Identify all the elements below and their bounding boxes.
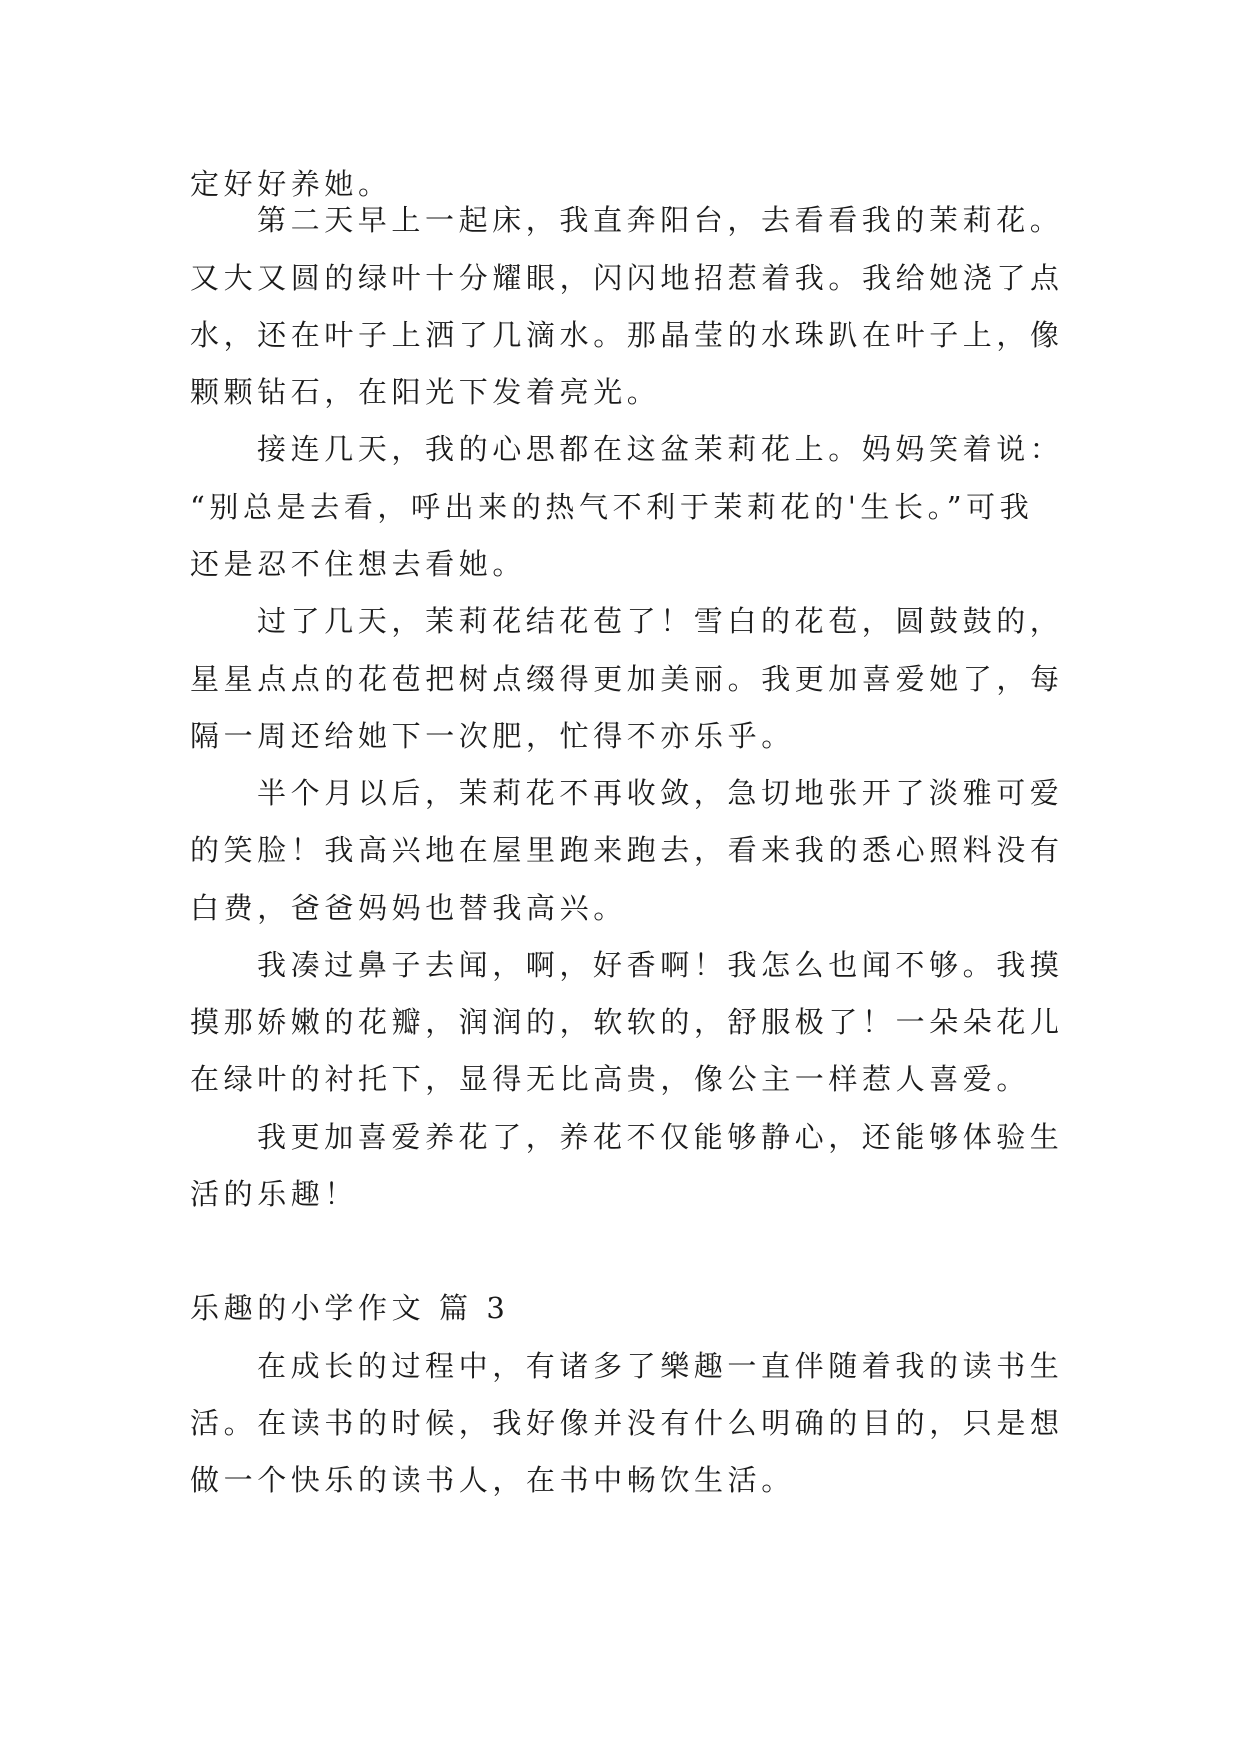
paragraph-line: 又大又圆的绿叶十分耀眼，闪闪地招惹着我。我给她浇了点 (190, 261, 1064, 295)
paragraph-line: 接连几天，我的心思都在这盆茉莉花上。妈妈笑着说： (257, 432, 1064, 466)
paragraph-line: “别总是去看，呼出来的热气不利于茉莉花的'生长。”可我 (190, 490, 1034, 524)
paragraph-line: 定好好养她。 (190, 167, 392, 201)
paragraph-line: 在成长的过程中，有诸多了樂趣一直伴随着我的读书生 (257, 1349, 1064, 1383)
paragraph-line: 第二天早上一起床，我直奔阳台，去看看我的茉莉花。 (257, 203, 1064, 237)
paragraph-line: 我凑过鼻子去闻，啊，好香啊！我怎么也闻不够。我摸 (257, 948, 1064, 982)
paragraph-line: 还是忍不住想去看她。 (190, 547, 527, 581)
paragraph-line: 活。在读书的时候，我好像并没有什么明确的目的，只是想 (190, 1406, 1064, 1440)
paragraph-line: 过了几天，茉莉花结花苞了！雪白的花苞，圆鼓鼓的， (257, 604, 1064, 638)
paragraph-line: 隔一周还给她下一次肥，忙得不亦乐乎。 (190, 719, 795, 753)
paragraph-line: 摸那娇嫩的花瓣，润润的，软软的，舒服极了！一朵朵花儿 (190, 1005, 1064, 1039)
paragraph-line: 颗颗钻石，在阳光下发着亮光。 (190, 375, 661, 409)
paragraph-line: 的笑脸！我高兴地在屋里跑来跑去，看来我的悉心照料没有 (190, 833, 1064, 867)
paragraph-line: 做一个快乐的读书人，在书中畅饮生活。 (190, 1463, 795, 1497)
paragraph-line: 活的乐趣！ (190, 1177, 359, 1211)
paragraph-line: 在绿叶的衬托下，显得无比高贵，像公主一样惹人喜爱。 (190, 1062, 1031, 1096)
paragraph-line: 半个月以后，茉莉花不再收敛，急切地张开了淡雅可爱 (257, 776, 1064, 810)
paragraph-line: 我更加喜爱养花了，养花不仅能够静心，还能够体验生 (257, 1120, 1064, 1154)
paragraph-line: 水，还在叶子上洒了几滴水。那晶莹的水珠趴在叶子上，像 (190, 318, 1064, 352)
paragraph-line: 白费，爸爸妈妈也替我高兴。 (190, 891, 627, 925)
section-heading: 乐趣的小学作文 篇 3 (190, 1291, 510, 1325)
paragraph-line: 星星点点的花苞把树点缀得更加美丽。我更加喜爱她了，每 (190, 662, 1064, 696)
